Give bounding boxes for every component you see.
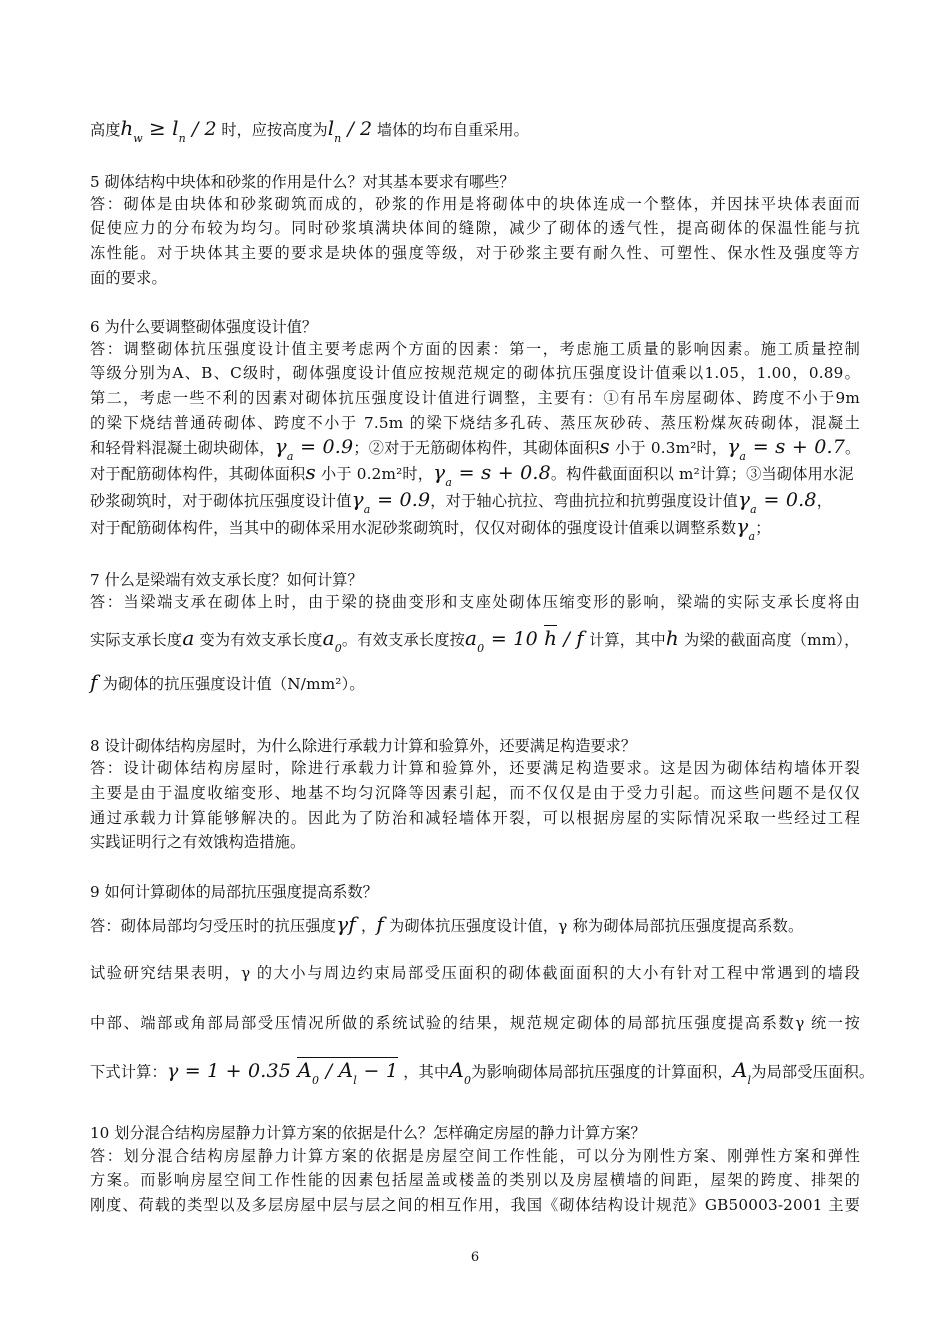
- formula-s: s: [305, 460, 316, 484]
- q6-line-1: 答：调整砌体抗压强度设计值主要考虑两个方面的因素：第一，考虑施工质量的影响因素。施工质量控制: [90, 340, 860, 358]
- text-span: 。有效支承长度按: [341, 631, 466, 649]
- text-span: 变为有效支承长度: [199, 631, 323, 649]
- formula-gamma-f: γf: [336, 912, 356, 936]
- text-span: 高度: [90, 121, 121, 139]
- formula-gamma-eq: γ = 1 + 0.35 $A_0 / A_l - 1$: [166, 1058, 399, 1087]
- text-span: 砂浆砌筑时，对于砌体抗压强度设计值: [90, 492, 352, 510]
- text-span: 墙体的均布自重采用。: [376, 121, 529, 139]
- text-span: 实际支承长度: [90, 631, 183, 649]
- q9-line-4: [90, 1058, 875, 1091]
- text-span: ，对于轴心抗拉、弯曲抗拉和抗剪强度设计值: [430, 492, 739, 510]
- formula-gamma-09: $\gamma_a = 0.9$: [274, 434, 354, 463]
- text-span: ，: [816, 492, 833, 510]
- q6-line-2: 等级分别为A、B、C级时，砌体强度设计值应按规范规定的砌体抗压强度设计值乘以1.05，1.00，0.89。: [90, 364, 860, 382]
- text-span: 小于 0.2m²时，: [320, 465, 434, 483]
- text-span: 为砌体抗压强度设计值，γ 称为砌体局部抗压强度提高系数。: [389, 917, 804, 935]
- text-span: 下式计算：: [90, 1063, 167, 1081]
- formula-A0: $A_0$: [449, 1058, 472, 1087]
- formula-h: h: [665, 626, 679, 650]
- question-10-title: 10 划分混合结构房屋静力计算方案的依据是什么？怎样确定房屋的静力计算方案？: [90, 1124, 646, 1142]
- formula-a0: $a_0$: [322, 626, 342, 655]
- formula-s: s: [599, 434, 610, 458]
- q7-line-2: [90, 628, 860, 659]
- q10-line-1: 答：划分混合结构房屋静力计算方案的依据是房屋空间工作性能，可以分为刚性方案、刚弹性方案和弹性: [90, 1147, 860, 1165]
- formula-f: f: [376, 912, 384, 936]
- text-span: 计算，其中: [588, 631, 666, 649]
- text-span: ，: [361, 917, 377, 935]
- q5-line-1: 答：砌体是由块体和砂浆砌筑而成的，砂浆的作用是将砌体中的块体连成一个整体，并因抹平块体表面而: [90, 195, 860, 213]
- text-span: ；: [755, 519, 771, 537]
- text-span: 。: [845, 439, 861, 457]
- q6-line-4: 的梁下烧结普通砖砌体、跨度不小于 7.5m 的梁下烧结多孔砖、蒸压灰砂砖、蒸压粉煤灰砖砌体，混凝土: [90, 414, 860, 432]
- question-8-title: 8 设计砌体结构房屋时，为什么除进行承载力计算和验算外，还要满足构造要求？: [90, 737, 637, 755]
- formula-a: a: [182, 626, 195, 650]
- formula-Al: $A_l$: [732, 1058, 752, 1087]
- q8-line-4: 实践证明行之有效饿构造措施。: [90, 833, 306, 851]
- text-span: ；②对于无筋砌体构件，其砌体面积: [353, 439, 600, 457]
- text-span: 为梁的截面高度（mm），: [684, 631, 860, 649]
- text-span: 对于配筋砌体构件，当其中的砌体采用水泥砂浆砌筑时，仅仅对砌体的强度设计值乘以调整系数: [90, 519, 737, 537]
- text-span: 为砌体的抗压强度设计值（N/mm²）。: [102, 675, 365, 693]
- formula-hw: $h_w \ge l_n / 2$: [120, 116, 217, 145]
- text-span: 时，应按高度为: [221, 121, 328, 139]
- q7-line-1: 答：当梁端支承在砌体上时，由于梁的挠曲变形和支座处砌体压缩变形的影响，梁端的实际支承长度将由: [90, 593, 860, 611]
- q8-line-3: 通过承载力计算能够解决的。因此为了防治和减轻墙体开裂，可以根据房屋的实际情况采取一些经过工程: [90, 809, 860, 827]
- q9-line-2: 试验研究结果表明，γ 的大小与周边约束局部受压面积的砌体截面面积的大小有针对工程中常遇到的墙段: [90, 964, 860, 982]
- text-span: 答：砌体局部均匀受压时的抗压强度: [90, 917, 337, 935]
- q7-line-3: [90, 672, 860, 694]
- question-9-title: 9 如何计算砌体的局部抗压强度提高系数？: [90, 883, 378, 901]
- question-6-title: 6 为什么要调整砌体强度设计值？: [90, 318, 318, 336]
- text-span: 为局部受压面积。: [751, 1063, 875, 1081]
- page-number: 6: [470, 1250, 480, 1265]
- formula-ln2: $l_n / 2$: [327, 116, 373, 145]
- q5-line-2: 促使应力的分布较为均匀。同时砂浆填满块体间的缝隙，减少了砌体的透气性，提高砌体的保温性能与抗: [90, 219, 860, 237]
- text-span: 为影响砌体局部抗压强度的计算面积，: [471, 1063, 733, 1081]
- q5-line-3: 冻性能。对于块体其主要的要求是块体的强度等级，对于砂浆主要有耐久性、可塑性、保水性及强度等方: [90, 244, 860, 262]
- top-line: [90, 118, 529, 149]
- text-span: 和轻骨料混凝土砌块砌体，: [90, 439, 275, 457]
- q9-line-3: 中部、端部或角部局部受压情况所做的系统试验的结果，规范规定砌体的局部抗压强度提高系数γ 统一按: [90, 1014, 860, 1032]
- text-span: 小于 0.3m²时，: [615, 439, 728, 457]
- text-span: ，其中: [403, 1063, 450, 1081]
- formula-gamma-a: $\gamma_a$: [736, 514, 756, 543]
- question-7-title: 7 什么是梁端有效支承长度？如何计算？: [90, 571, 363, 589]
- q10-line-2: 方案。而影响房屋空间工作性能的因素包括屋盖或楼盖的类别以及房屋横墙的间距，屋架的跨度、排架的: [90, 1171, 860, 1189]
- q6-line-8: [90, 516, 860, 547]
- text-span: 。构件截面面积以 m²计算；③当砌体用水泥: [550, 465, 854, 483]
- q5-line-4: 面的要求。: [90, 269, 167, 287]
- formula-gamma-08: $\gamma_a = 0.8$: [738, 487, 817, 516]
- formula-a0-eq: $a_0 = 10$ h / f: [465, 626, 584, 655]
- formula-gamma-s07: $\gamma_a = s + 0.7$: [727, 434, 846, 463]
- formula-gamma-s08: $\gamma_a = s + 0.8$: [433, 460, 551, 489]
- question-5-title: 5 砌体结构中块体和砂浆的作用是什么？对其基本要求有哪些？: [90, 173, 515, 191]
- q10-line-3: 刚度、荷载的类型以及多层房屋中层与层之间的相互作用，我国《砌体结构设计规范》GB50003-2001 主要: [90, 1196, 860, 1214]
- q6-line-3: 第二，考虑一些不利的因素对砌体抗压强度设计值进行调整，主要有：①有吊车房屋砌体、跨度不小于9m: [90, 389, 860, 407]
- formula-f: f: [90, 670, 98, 694]
- formula-gamma-09b: $\gamma_a = 0.9$: [351, 487, 431, 516]
- q8-line-2: 主要是由于温度收缩变形、地基不均匀沉降等因素引起，而不仅仅是由于受力引起。而这些问题不是仅仅: [90, 784, 860, 802]
- q8-line-1: 答：设计砌体结构房屋时，除进行承载力计算和验算外，还要满足构造要求。这是因为砌体结构墙体开裂: [90, 759, 860, 777]
- q9-line-1: [90, 914, 860, 936]
- text-span: 对于配筋砌体构件，其砌体面积: [90, 465, 306, 483]
